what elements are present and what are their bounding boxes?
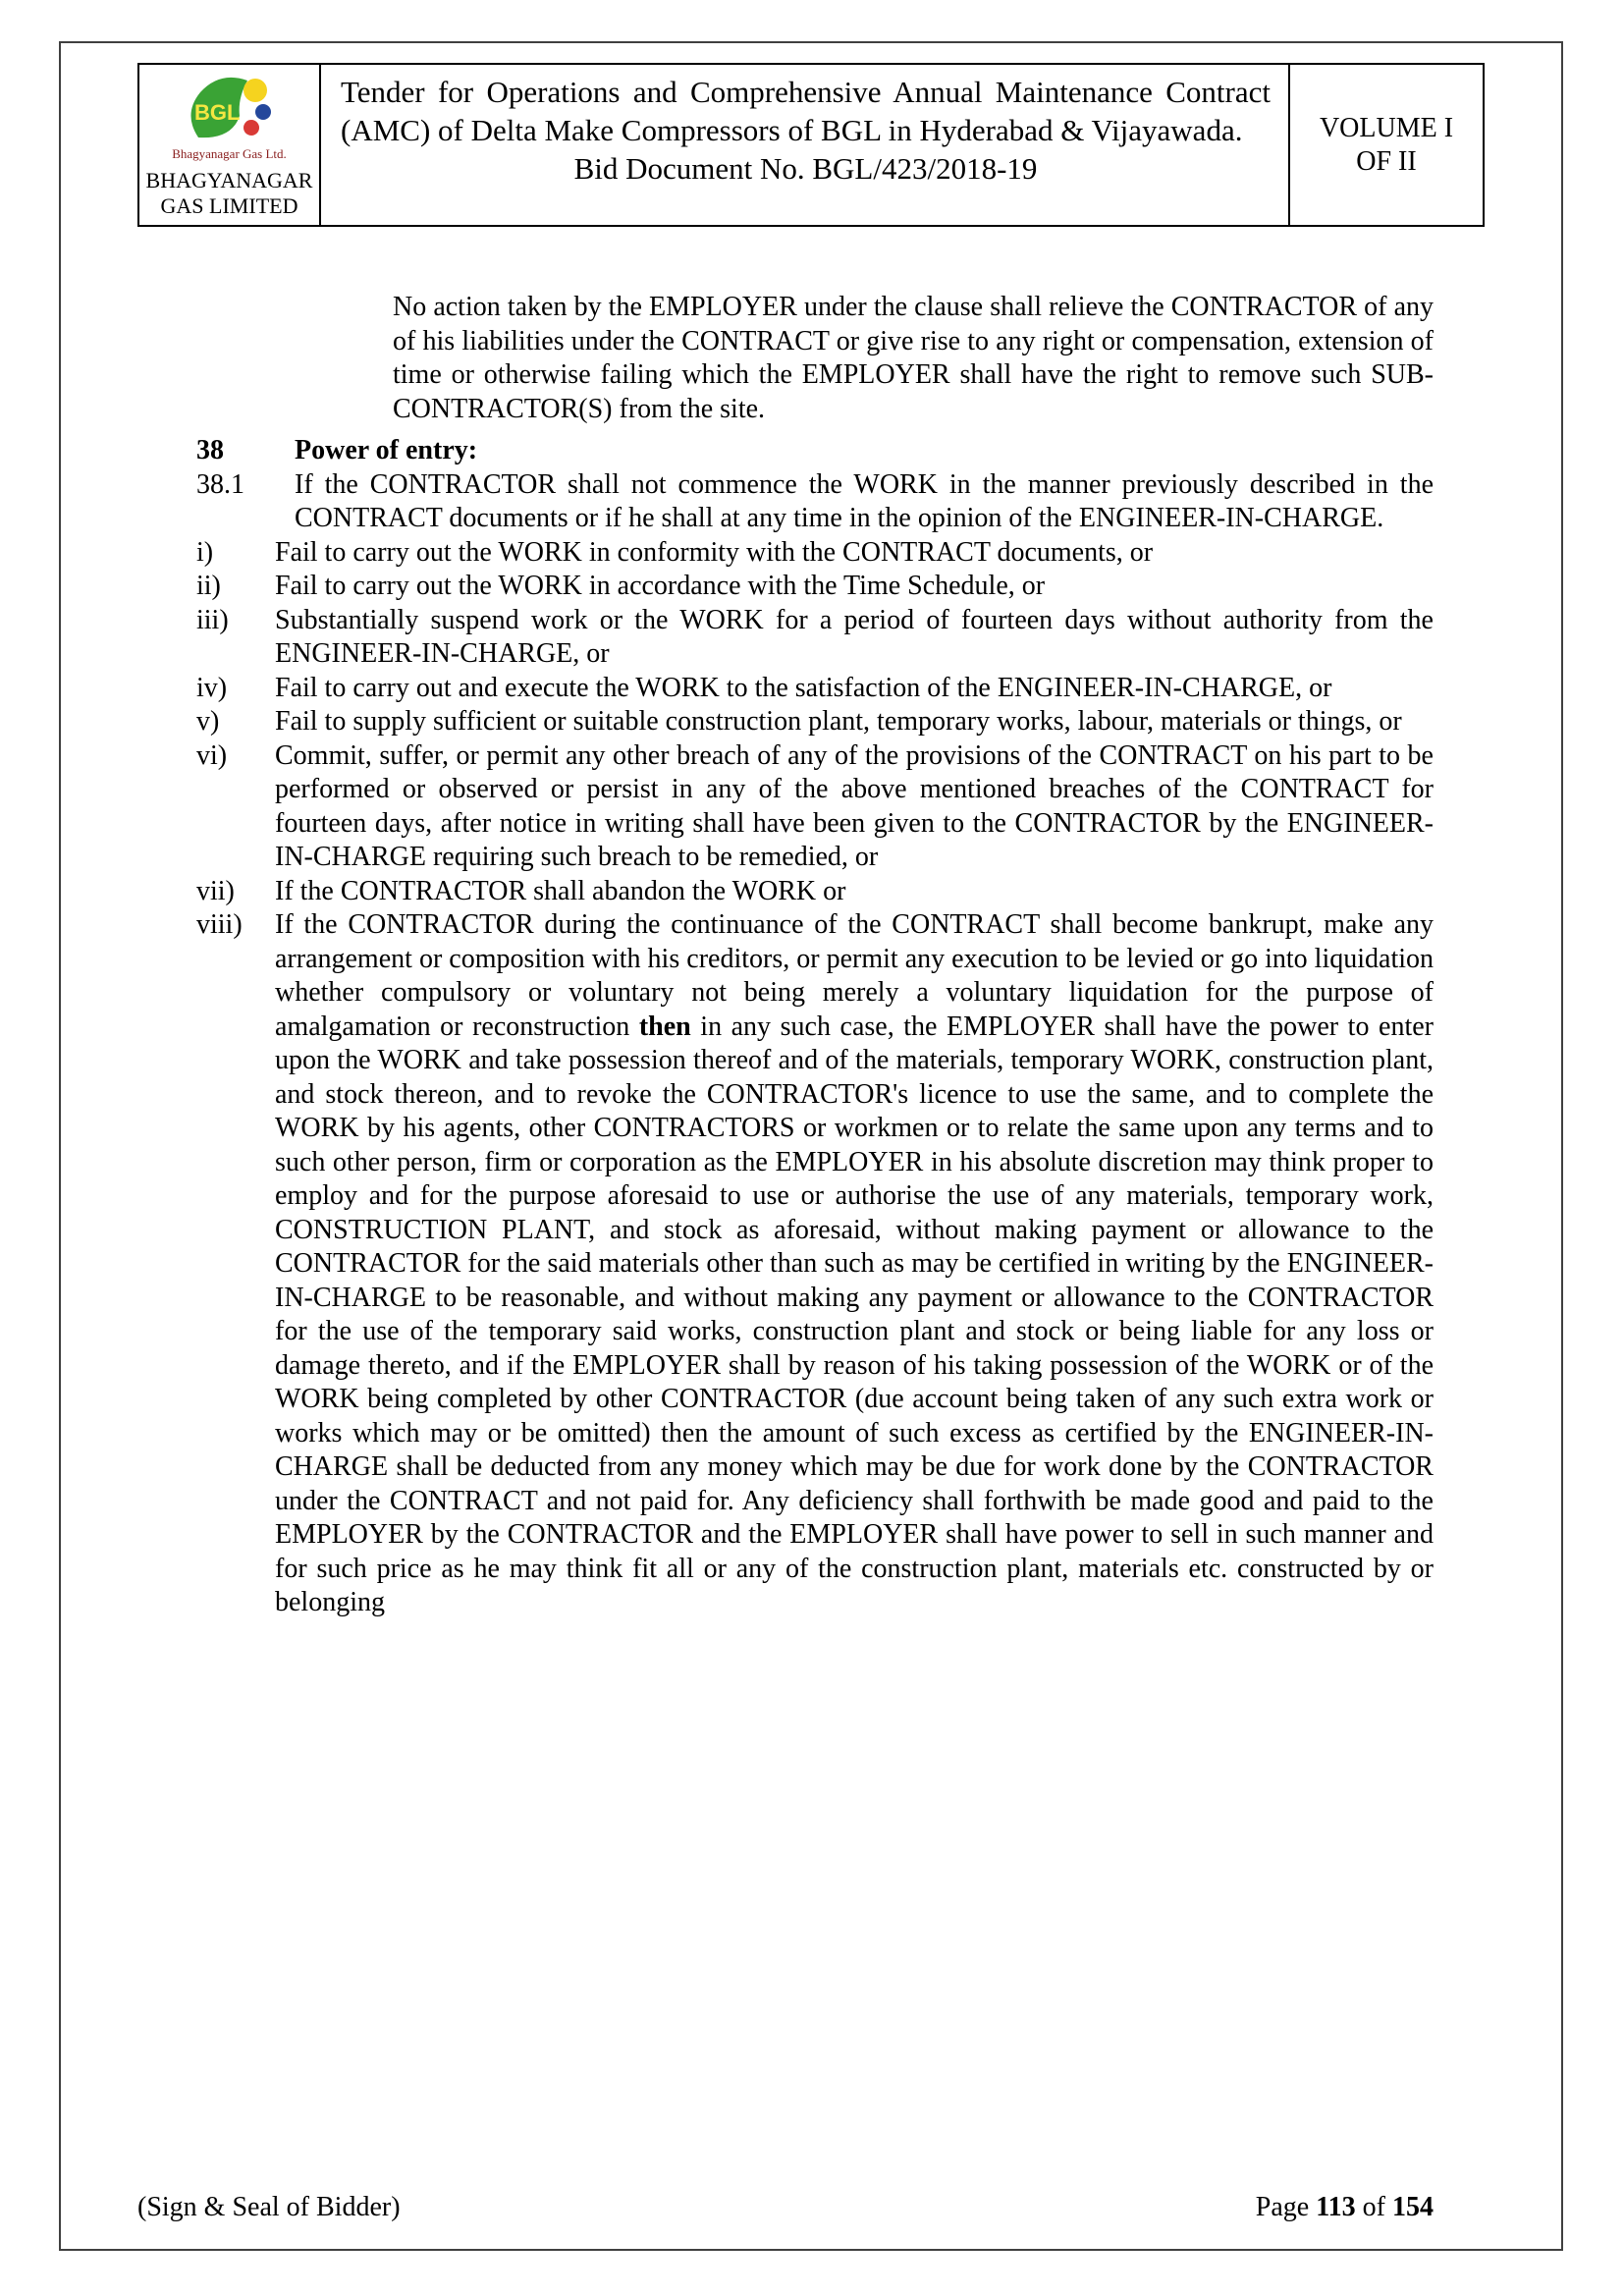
page-current: 113	[1316, 2192, 1356, 2222]
list-item-v	[196, 705, 1434, 739]
page-footer	[137, 2192, 1434, 2223]
volume-line-2: OF II	[1356, 145, 1417, 177]
list-item-text: Fail to supply sufficient or suitable construction plant, temporary works, labour, materials or things, or	[275, 706, 1402, 737]
document-body	[196, 291, 1434, 1620]
volume-line-1: VOLUME I	[1319, 112, 1454, 143]
list-item-label: ii)	[196, 571, 221, 601]
list-item-text-pre: If the CONTRACTOR during the continuance of the CONTRACT shall become bankrupt, make any arrangement or composition with his creditors, or permit any execution to be levied or go into liquidation whether compulsory or voluntary not being merely a voluntary liquidation for the purpose of amalgamation or reconstruction	[275, 909, 1434, 1042]
company-name: BHAGYANAGAR GAS LIMITED	[145, 168, 313, 218]
intro-paragraph: No action taken by the EMPLOYER under the clause shall relieve the CONTRACTOR of any of his liabilities under the CONTRACT or give rise to any right or compensation, extension of time or otherwise failing which the EMPLOYER shall have the right to remove such SUB-CONTRACTOR(S) from the site.	[393, 292, 1434, 424]
list-item-vi	[196, 739, 1434, 875]
title-cell	[321, 65, 1290, 225]
list-item-label: vi)	[196, 739, 228, 771]
list-item-text-bold: then	[638, 1011, 691, 1042]
list-item-text	[275, 908, 1434, 1620]
list-item-text: If the CONTRACTOR shall abandon the WORK or	[275, 875, 846, 906]
list-item-text: Substantially suspend work or the WORK for a period of fourteen days without authority from the ENGINEER-IN-CHARGE, or	[275, 604, 1434, 669]
list-item-label: vii)	[196, 875, 235, 906]
bid-document-number: Bid Document No. BGL/423/2018-19	[573, 151, 1038, 186]
list-item-label: viii)	[196, 909, 243, 940]
list-item-i	[196, 536, 1434, 571]
list-item-label: i)	[196, 536, 214, 568]
list-item-iv	[196, 672, 1434, 706]
list-item-text: Fail to carry out the WORK in conformity with the CONTRACT documents, or	[275, 536, 1154, 568]
clause-38-1	[196, 468, 1434, 536]
document-header	[137, 63, 1485, 227]
list-item-text: Fail to carry out the WORK in accordance with the Time Schedule, or	[275, 571, 1046, 601]
page-number	[1256, 2192, 1434, 2223]
volume-cell	[1290, 65, 1483, 225]
list-item-ii	[196, 570, 1434, 604]
logo-tagline: Bhagyanagar Gas Ltd.	[172, 146, 287, 161]
page-of-word: of	[1355, 2192, 1392, 2222]
page-word: Page	[1255, 2192, 1317, 2222]
list-item-text: Commit, suffer, or permit any other breach of any of the provisions of the CONTRACT on his part to be performed or observed or persist in any of the above mentioned breaches of the CONTRACT for fourteen days, after notice in writing shall have been given to the CONTRACTOR by the ENGINEER-IN-CHARGE requiring such breach to be remedied, or	[275, 739, 1434, 872]
list-item-label: iv)	[196, 672, 228, 703]
tender-title: Tender for Operations and Comprehensive Annual Maintenance Contract (AMC) of Delta Make Compressors of BGL in Hyderabad & Vijayawada.	[341, 75, 1271, 147]
logo-cell	[139, 65, 321, 225]
list-item-label: iii)	[196, 604, 229, 635]
list-item-text-post: in any such case, the EMPLOYER shall have the power to enter upon the WORK and take possession thereof and of the materials, temporary WORK, construction plant, and stock thereon, and to revoke the CONTRACTOR's licence to use the same, and to complete the WORK by his agents, other CONTRACTORS or workmen or to relate the same upon any terms and to such other person, firm or corporation as the EMPLOYER in his absolute discretion may think proper to employ and for the purpose aforesaid to use or authorise the use of any materials, temporary work, CONSTRUCTION PLANT, and stock as aforesaid, without making payment or allowance to the CONTRACTOR for the said materials other than such as may be certified in writing by the ENGINEER-IN-CHARGE to be reasonable, and without making any payment or allowance to the CONTRACTOR for the use of the temporary said works, construction plant and stock or being liable for any loss or damage thereto, and if the EMPLOYER shall by reason of his taking possession of the WORK or of the WORK being completed by other CONTRACTOR (due account being taken of any such extra work or works which may or be omitted) then the amount of such excess as certified by the ENGINEER-IN-CHARGE shall be deducted from any money which may be due for work done by the CONTRACTOR under the CONTRACT and not paid for. Any deficiency shall forthwith be made good and paid to the EMPLOYER by the CONTRACTOR and the EMPLOYER shall have power to sell in such manner and for such price as he may think fit all or any of the construction plant, materials etc. constructed by or belonging	[275, 1011, 1434, 1617]
list-item-text: Fail to carry out and execute the WORK to the satisfaction of the ENGINEER-IN-CHARGE, or	[275, 672, 1332, 703]
list-item-vii	[196, 875, 1434, 909]
bgl-logo-icon	[181, 73, 279, 145]
clause-number: 38.1	[196, 468, 244, 500]
list-item-label: v)	[196, 706, 220, 737]
clause-text: If the CONTRACTOR shall not commence the WORK in the manner previously described in the CONTRACT documents or if he shall at any time in the opinion of the ENGINEER-IN-CHARGE.	[295, 468, 1434, 533]
section-heading	[196, 434, 1434, 468]
sign-seal-note: (Sign & Seal of Bidder)	[137, 2192, 401, 2222]
svg-text:BGL: BGL	[193, 100, 240, 125]
list-item-viii	[196, 908, 1434, 1620]
section-number: 38	[196, 435, 224, 465]
list-item-iii	[196, 604, 1434, 672]
section-title: Power of entry:	[295, 435, 478, 465]
page-total: 154	[1392, 2192, 1434, 2222]
